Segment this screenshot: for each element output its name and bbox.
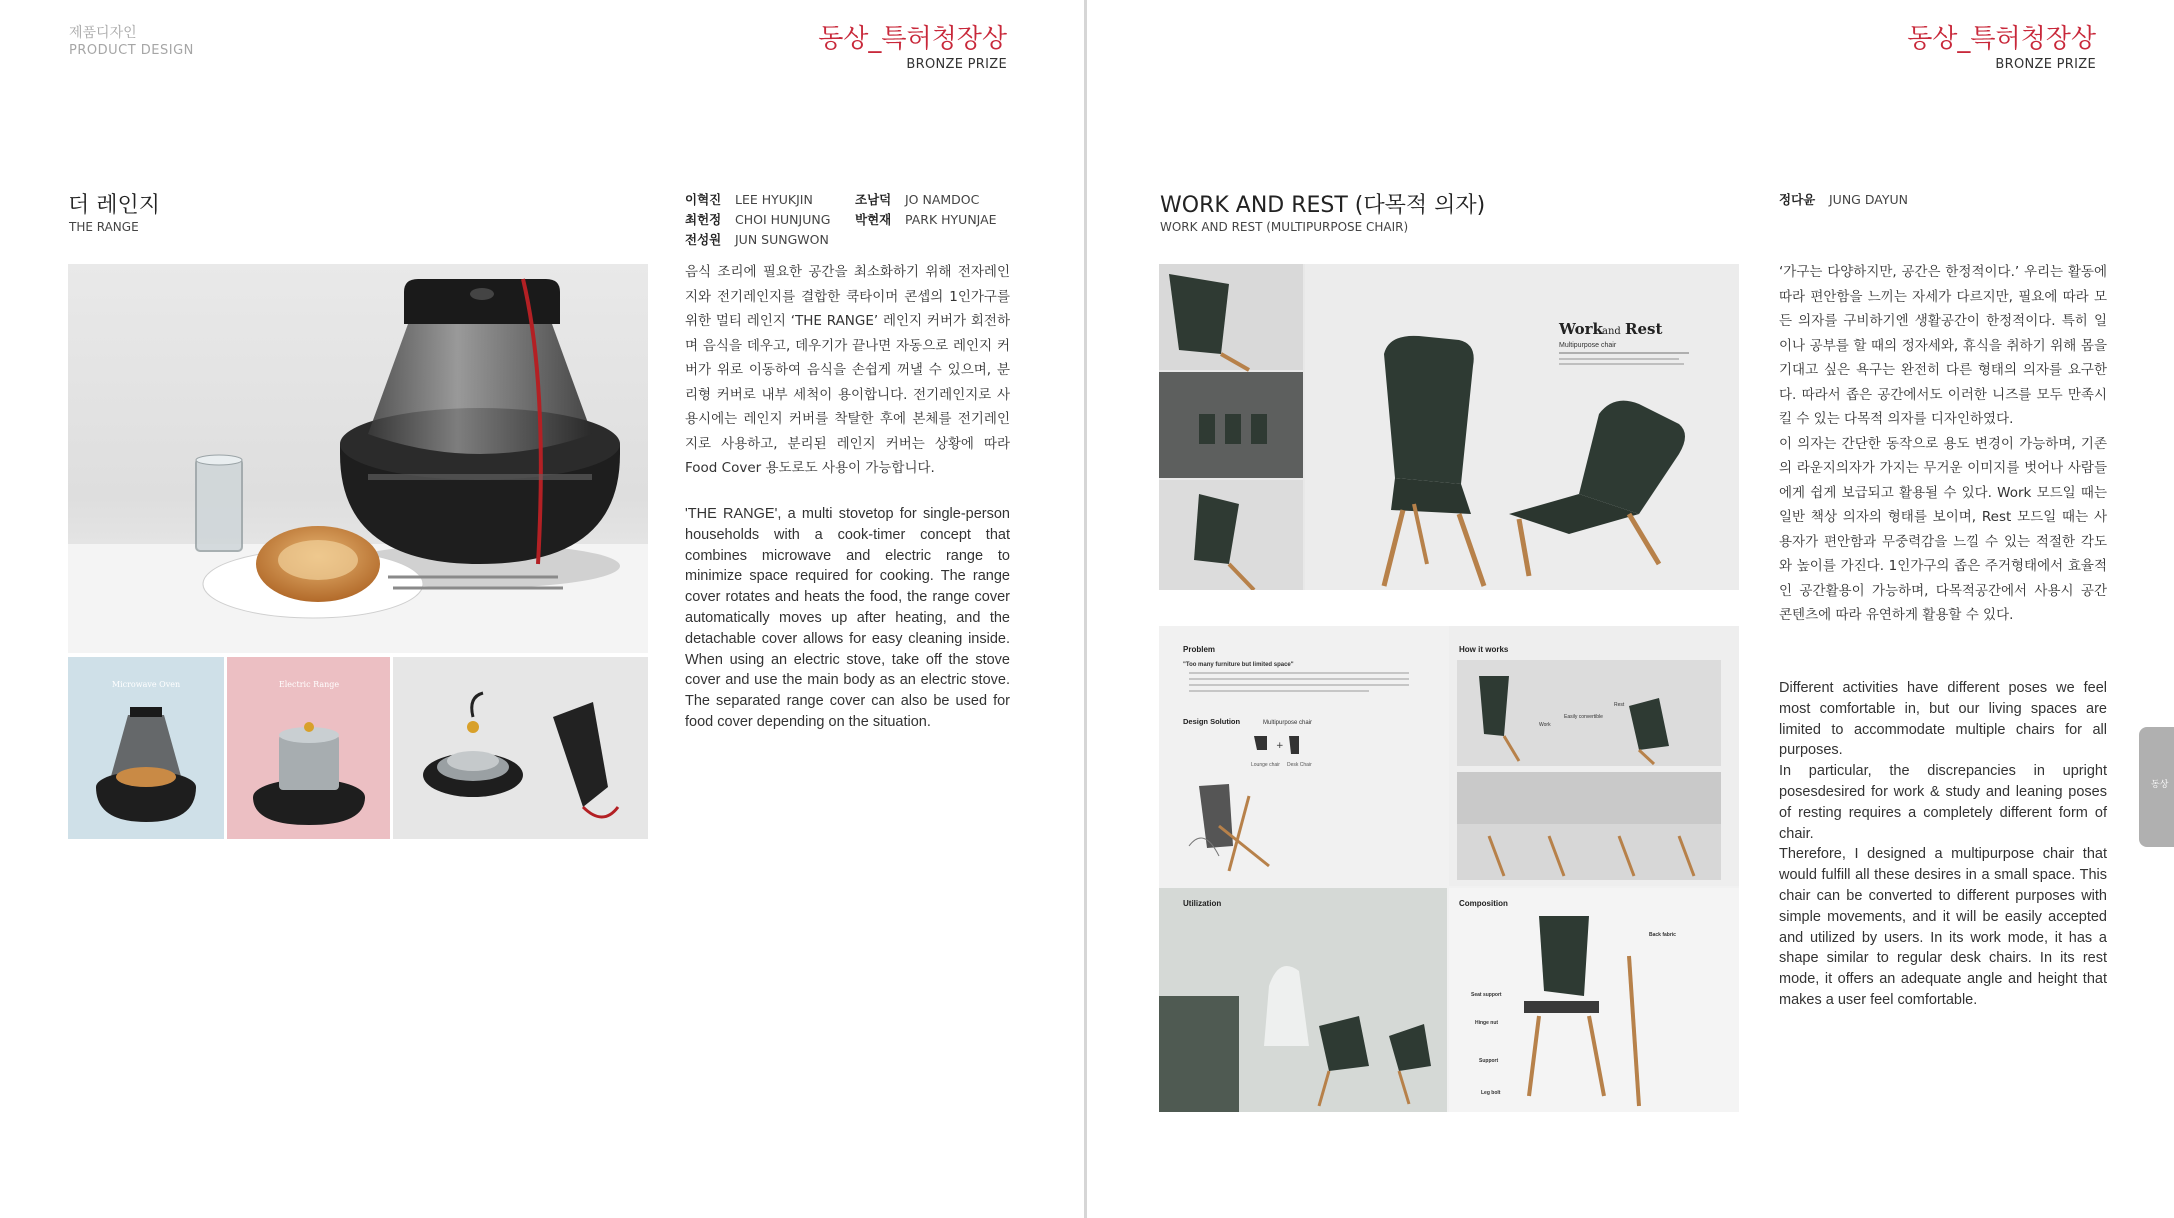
- designer-name-en: PARK HYUNJAE: [904, 212, 997, 227]
- designer-item: [685, 190, 813, 210]
- designer-name-ko: 정다윤: [1779, 192, 1816, 207]
- board-seat-support-label: Seat support: [1471, 992, 1502, 998]
- description-ko: 음식 조리에 필요한 공간을 최소화하기 위해 전자레인지와 전기레인지를 결합한 쿡타이머 콘셉의 1인가구를 위한 멀티 레인지 ‘THE RANGE’ 레인지 커버가 회전하며 음식을 데우고, 데우기가 끝나면 자동으로 레인지 커버가 위로 이동하여 음식을 손쉽게 꺼낼 수 있으며, 분리형 커버로 내부 세척이 용이합니다. 전기레인지로 사용시에는 레인지 커버를 착탈한 후에 본체를 전기레인지로 사용하고, 분리된 레인지 커버는 상황에 따라 Food Cover 용도로도 사용이 가능합니다.: [685, 264, 1010, 476]
- section-label-ko: 제품디자인: [69, 25, 137, 41]
- designer-name-en: JUN SUNGWON: [734, 232, 829, 247]
- right-page: [1087, 0, 2174, 1218]
- board-desk-label: Desk Chair: [1287, 762, 1312, 768]
- board-hinge-nut-label: Hinge nut: [1475, 1020, 1499, 1026]
- board-solution-heading: Design Solution: [1183, 717, 1241, 726]
- chapter-tab-label: 동상: [2151, 780, 2169, 790]
- section-label-en: PRODUCT DESIGN: [69, 43, 194, 58]
- description-en: Different activities have different poses we feel most comfortable in, but our living spaces are limited to accommodate multiple chairs for all purposes. In particular, the discrepancies in upright posesdesired for work & study and leaning poses of resting requires a completely different form of chair. Therefore, I designed a multipurpose chair that would fulfill all these desires in a small space. This chair can be converted to different purposes with simple movements, and it will be easily accepted and utilized by users. In its work mode, it has a shape similar to regular desk chairs. In its rest mode, it offers an adequate angle and height that makes a user feel comfortable.: [1779, 680, 2107, 1008]
- board-work-label: Work: [1539, 722, 1551, 728]
- work-title-en: THE RANGE: [69, 220, 139, 234]
- work-title-en: WORK AND REST (MULTIPURPOSE CHAIR): [1160, 220, 1409, 234]
- prize-title-en: BRONZE PRIZE: [906, 57, 1007, 72]
- designer-name-ko: 조남덕: [855, 192, 892, 207]
- designer-name-en: CHOI HUNJUNG: [734, 212, 831, 227]
- designer-name-ko: 최헌정: [685, 212, 722, 227]
- thumb-label: Microwave Oven: [111, 680, 181, 689]
- designer-item: [685, 210, 830, 230]
- designer-name-ko: 전성원: [685, 232, 722, 247]
- board-heading-rest: Rest: [1625, 320, 1663, 338]
- board-support-label: Support: [1479, 1058, 1499, 1064]
- designer-item: [855, 210, 997, 230]
- board-heading-work: Work: [1559, 320, 1603, 338]
- board-convertible-label: Easily convertible: [1564, 714, 1603, 720]
- designer-item: [1779, 190, 1908, 208]
- board-solution-sub: Multipurpose chair: [1263, 720, 1313, 726]
- range-thumb-detached: [393, 657, 648, 839]
- range-thumb-microwave: [68, 657, 224, 839]
- range-hero-photo: [68, 264, 648, 653]
- prize-title-en: BRONZE PRIZE: [1995, 57, 2096, 72]
- board-back-fabric-label: Back fabric: [1649, 932, 1676, 938]
- description-en: 'THE RANGE', a multi stovetop for single-person households with a cook-timer concept that combines microwave and electric range to minimize space required for cooking. The range cover rotates and heats the food, the range cover automatically moves up after heating, and the detachable cover allows for easy cleaning inside. When using an electric stove, take off the stove cover and use the main body as an electric stove. The separated range cover can also be used for food cover depending on the situation.: [685, 506, 1010, 730]
- work-title-ko: 더 레인지: [68, 193, 161, 218]
- board-utilization-heading: Utilization: [1183, 899, 1222, 908]
- description-ko: ‘가구는 다양하지만, 공간은 한정적이다.’ 우리는 활동에 따라 편안함을 느끼는 자세가 다르지만, 필요에 따라 모든 의자를 구비하기엔 생활공간이 한정적이다. 특히 일이나 공부를 할 때의 정자세와, 휴식을 취하기 위해 몸을 기대고 싶은 욕구는 완전히 다른 형태의 의자를 요구한다. 따라서 좁은 공간에서도 이러한 니즈를 모두 만족시킬 수 있는 다목적 의자를 디자인하였다. 이 의자는 간단한 동작으로 용도 변경이 가능하며, 기존의 라운지의자가 가지는 무거운 이미지를 벗어나 사람들에게 쉽게 보급되고 활용될 수 있다. Work 모드일 때는 일반 책상 의자의 형태를 보이며, Rest 모드일 때는 사용자가 편안함과 무중력감을 느낄 수 있는 적절한 각도와 높이를 가진다. 1인가구의 좁은 주거형태에서 효율적인 공간활용이 가능하며, 다목적공간에서 사용시 공간 콘텐츠에 따라 유연하게 활용할 수 있다.: [1779, 264, 2107, 623]
- chapter-tab[interactable]: [2139, 727, 2174, 847]
- chair-board-top: [1159, 264, 1739, 590]
- board-problem-heading: Problem: [1183, 645, 1216, 654]
- prize-title-ko: 동상_특허청장상: [818, 24, 1007, 54]
- designer-name-en: LEE HYUKJIN: [734, 192, 813, 207]
- designer-name-ko: 박현재: [855, 212, 892, 227]
- prize-title-ko: 동상_특허청장상: [1907, 24, 2096, 54]
- work-title-ko: WORK AND REST (다목적 의자): [1160, 193, 1486, 218]
- board-heading-and: and: [1602, 326, 1621, 337]
- thumb-label: Electric Range: [278, 680, 340, 689]
- designer-name-en: JO NAMDOC: [904, 192, 980, 207]
- board-how-heading: How it works: [1459, 645, 1509, 654]
- chair-board-bottom: [1159, 626, 1739, 1112]
- left-page: [0, 0, 1085, 1218]
- board-subheading: Multipurpose chair: [1559, 342, 1617, 349]
- board-problem-quote: "Too many furniture but limited space": [1183, 662, 1294, 668]
- board-leg-bolt-label: Leg bolt: [1481, 1090, 1501, 1096]
- board-composition-heading: Composition: [1459, 899, 1508, 908]
- designer-name-en: JUNG DAYUN: [1828, 192, 1908, 207]
- range-thumb-electric: [227, 657, 390, 839]
- designer-item: [855, 190, 979, 210]
- svg-text:+: +: [1276, 741, 1284, 751]
- board-lounge-label: Lounge chair: [1251, 762, 1280, 768]
- designer-item: [685, 230, 829, 250]
- designer-name-ko: 이혁진: [685, 192, 722, 207]
- board-rest-label: Rest: [1614, 702, 1625, 708]
